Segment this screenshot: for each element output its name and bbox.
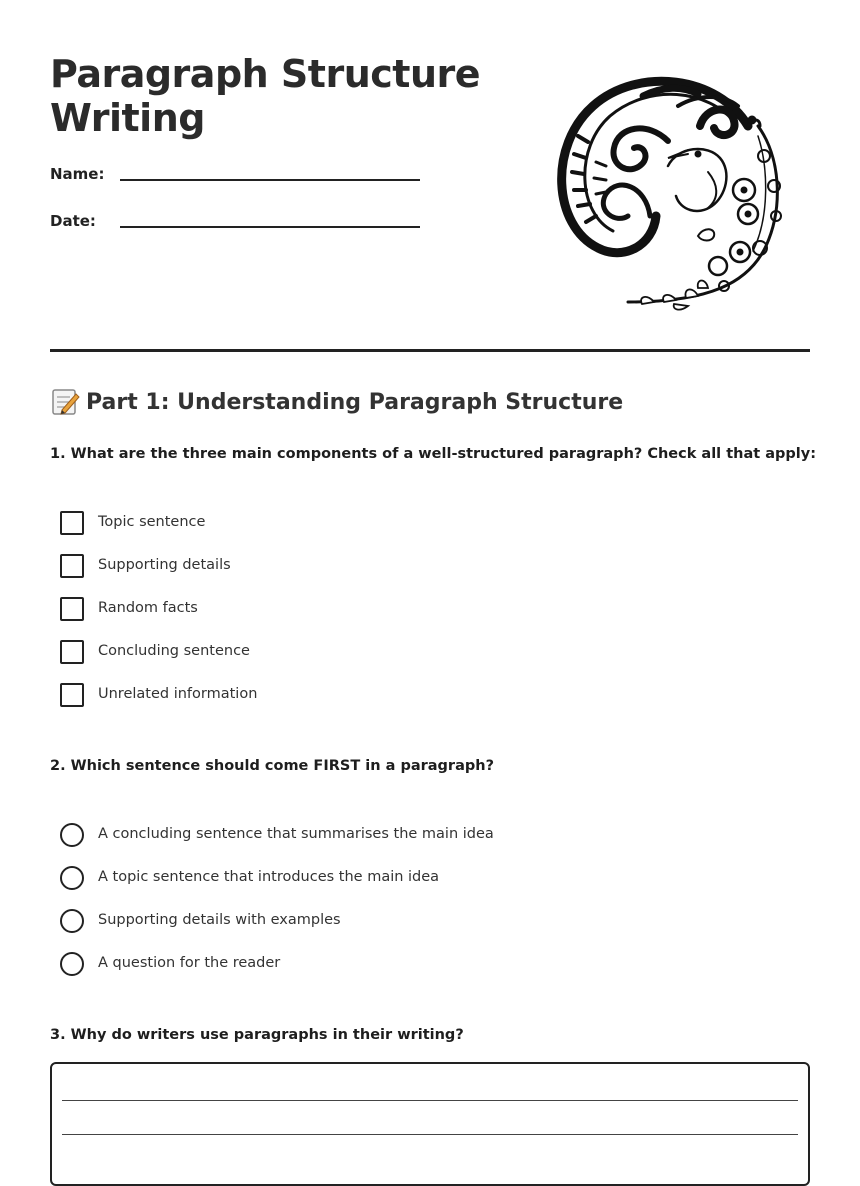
option-label: A concluding sentence that summarises the main idea [98, 826, 494, 842]
answer-box[interactable] [50, 1062, 810, 1186]
q1-option-unrelated-information[interactable] [60, 683, 760, 707]
option-label: Random facts [98, 600, 198, 616]
q1-option-topic-sentence[interactable] [60, 511, 760, 535]
radio-button[interactable] [60, 909, 84, 933]
date-label: Date: [50, 212, 96, 230]
q2-option-question[interactable] [60, 952, 760, 976]
checkbox[interactable] [60, 640, 84, 664]
option-label: Concluding sentence [98, 643, 250, 659]
option-label: Unrelated information [98, 686, 258, 702]
checkbox[interactable] [60, 554, 84, 578]
q2-option-concluding[interactable] [60, 823, 760, 847]
question-1: 1. What are the three main components of a well-structured paragraph? Check all that apply: [50, 446, 816, 462]
date-line[interactable] [120, 226, 420, 228]
q2-option-topic[interactable] [60, 866, 760, 890]
question-3: 3. Why do writers use paragraphs in their writing? [50, 1027, 464, 1043]
memo-icon [50, 386, 80, 416]
q1-option-concluding-sentence[interactable] [60, 640, 760, 664]
part1-title [50, 386, 623, 420]
radio-button[interactable] [60, 823, 84, 847]
option-label: A topic sentence that introduces the main idea [98, 869, 440, 885]
date-field[interactable] [50, 212, 420, 240]
page-title: Paragraph Structure Writing [50, 52, 481, 140]
part1-title-text: Part 1: Understanding Paragraph Structure [86, 390, 624, 415]
checkbox[interactable] [60, 597, 84, 621]
checkbox[interactable] [60, 683, 84, 707]
option-label: Supporting details [98, 557, 231, 573]
question-2: 2. Which sentence should come FIRST in a paragraph? [50, 758, 494, 774]
option-label: Topic sentence [98, 514, 206, 530]
name-field[interactable] [50, 165, 420, 193]
option-label: Supporting details with examples [98, 912, 341, 928]
radio-button[interactable] [60, 866, 84, 890]
answer-line[interactable] [62, 1134, 798, 1135]
radio-button[interactable] [60, 952, 84, 976]
q1-option-random-facts[interactable] [60, 597, 760, 621]
checkbox[interactable] [60, 511, 84, 535]
koru-bird-flower-logo-icon [548, 66, 798, 318]
q2-option-supporting[interactable] [60, 909, 760, 933]
option-label: A question for the reader [98, 955, 281, 971]
q1-option-supporting-details[interactable] [60, 554, 760, 578]
name-label: Name: [50, 165, 105, 183]
answer-line[interactable] [62, 1100, 798, 1101]
header-divider [50, 349, 810, 352]
name-line[interactable] [120, 179, 420, 181]
